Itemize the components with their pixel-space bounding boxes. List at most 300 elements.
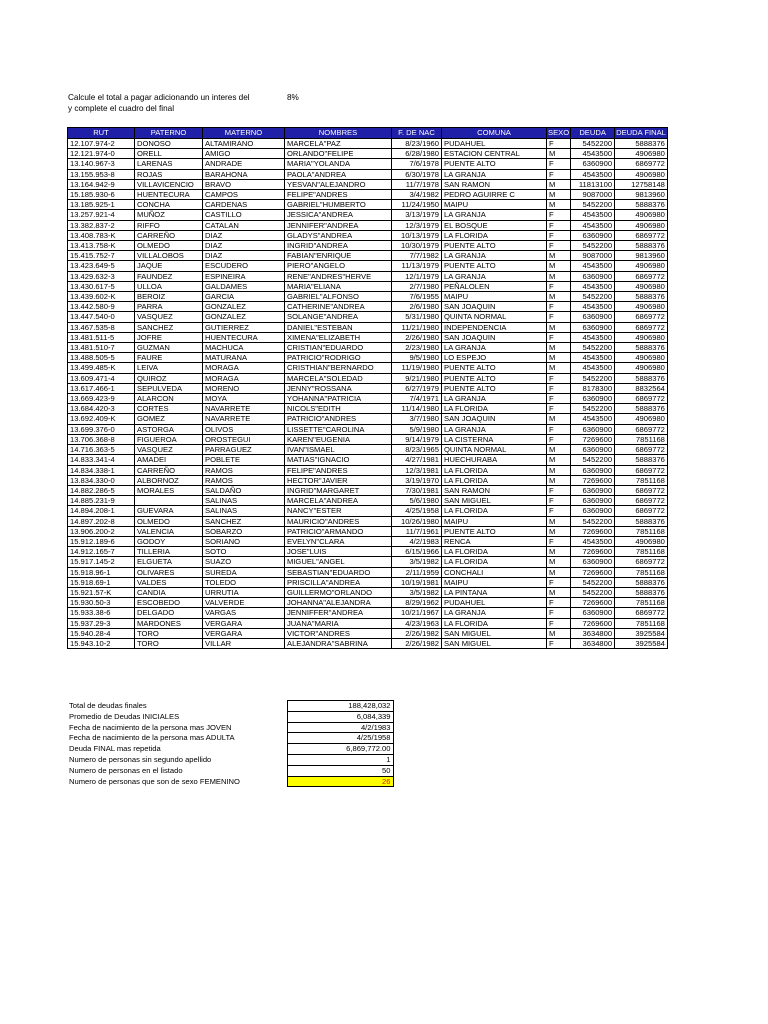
cell-sexo[interactable]: F (547, 281, 571, 291)
cell-sexo[interactable]: F (547, 577, 571, 587)
cell-paterno[interactable] (135, 496, 203, 506)
cell-deuda[interactable]: 6360900 (571, 159, 615, 169)
cell-rut[interactable]: 15.415.752-7 (68, 251, 135, 261)
cell-rut[interactable]: 13.906.200-2 (68, 526, 135, 536)
cell-materno[interactable]: CATALAN (203, 220, 285, 230)
cell-sexo[interactable]: F (547, 332, 571, 342)
cell-rut[interactable]: 13.429.632-3 (68, 271, 135, 281)
cell-rut[interactable]: 15.918.69-1 (68, 577, 135, 587)
cell-deuda-final[interactable]: 4906980 (615, 220, 668, 230)
cell-deuda-final[interactable]: 4906980 (615, 210, 668, 220)
cell-paterno[interactable]: PARRA (135, 302, 203, 312)
cell-rut[interactable]: 13.617.466-1 (68, 383, 135, 393)
cell-sexo[interactable]: M (547, 526, 571, 536)
cell-deuda-final[interactable]: 7851168 (615, 618, 668, 628)
cell-rut[interactable]: 15.933.38-6 (68, 608, 135, 618)
cell-paterno[interactable]: HUENTECURA (135, 190, 203, 200)
cell-sexo[interactable]: F (547, 608, 571, 618)
cell-materno[interactable]: SALINAS (203, 506, 285, 516)
cell-fecha-nac[interactable]: 6/28/1980 (392, 149, 442, 159)
cell-rut[interactable]: 13.692.409-K (68, 414, 135, 424)
cell-rut[interactable]: 13.481.510-7 (68, 343, 135, 353)
cell-paterno[interactable]: ALARCON (135, 394, 203, 404)
cell-materno[interactable]: ESPINEIRA (203, 271, 285, 281)
cell-sexo[interactable]: M (547, 261, 571, 271)
cell-rut[interactable]: 14.882.286-5 (68, 485, 135, 495)
cell-rut[interactable]: 13.834.330-0 (68, 475, 135, 485)
cell-nombres[interactable]: MARCELA"PAZ (285, 139, 392, 149)
cell-deuda-final[interactable]: 6869772 (615, 322, 668, 332)
cell-fecha-nac[interactable]: 2/11/1959 (392, 567, 442, 577)
cell-materno[interactable]: VARGAS (203, 608, 285, 618)
cell-rut[interactable]: 14.894.208-1 (68, 506, 135, 516)
cell-materno[interactable]: ALTAMIRANO (203, 139, 285, 149)
cell-comuna[interactable]: LA GRANJA (442, 251, 547, 261)
cell-deuda-final[interactable]: 4906980 (615, 302, 668, 312)
summary-value[interactable]: 50 (287, 765, 393, 776)
cell-rut[interactable]: 13.408.783-K (68, 230, 135, 240)
cell-materno[interactable]: GALDAMES (203, 281, 285, 291)
cell-comuna[interactable]: LA GRANJA (442, 424, 547, 434)
cell-comuna[interactable]: LA FLORIDA (442, 230, 547, 240)
cell-fecha-nac[interactable]: 8/29/1962 (392, 598, 442, 608)
cell-deuda-final[interactable]: 3925584 (615, 638, 668, 648)
cell-paterno[interactable]: OLMEDO (135, 516, 203, 526)
cell-paterno[interactable]: FIGUEROA (135, 434, 203, 444)
cell-fecha-nac[interactable]: 9/14/1979 (392, 434, 442, 444)
cell-deuda-final[interactable]: 6869772 (615, 485, 668, 495)
summary-value[interactable]: 6,084,339 (287, 711, 393, 722)
cell-nombres[interactable]: FABIAN"ENRIQUE (285, 251, 392, 261)
summary-value[interactable]: 26 (287, 776, 393, 787)
cell-deuda-final[interactable]: 5888376 (615, 404, 668, 414)
cell-fecha-nac[interactable]: 7/4/1971 (392, 394, 442, 404)
cell-deuda-final[interactable]: 6869772 (615, 230, 668, 240)
cell-paterno[interactable]: GUEVARA (135, 506, 203, 516)
cell-deuda[interactable]: 6360900 (571, 506, 615, 516)
cell-materno[interactable]: AMIGO (203, 149, 285, 159)
cell-deuda-final[interactable]: 4906980 (615, 353, 668, 363)
cell-paterno[interactable]: LARENAS (135, 159, 203, 169)
cell-rut[interactable]: 12.107.974-2 (68, 139, 135, 149)
cell-comuna[interactable]: QUINTA NORMAL (442, 312, 547, 322)
cell-materno[interactable]: SANCHEZ (203, 516, 285, 526)
cell-nombres[interactable]: SOLANGE"ANDREA (285, 312, 392, 322)
cell-deuda[interactable]: 6360900 (571, 496, 615, 506)
cell-rut[interactable]: 14.834.338-1 (68, 465, 135, 475)
cell-fecha-nac[interactable]: 4/2/1983 (392, 536, 442, 546)
cell-fecha-nac[interactable]: 2/26/1982 (392, 638, 442, 648)
cell-comuna[interactable]: LA FLORIDA (442, 547, 547, 557)
cell-paterno[interactable]: QUIROZ (135, 373, 203, 383)
cell-paterno[interactable]: ASTORGA (135, 424, 203, 434)
cell-sexo[interactable]: F (547, 506, 571, 516)
cell-rut[interactable]: 15.912.189-6 (68, 536, 135, 546)
cell-fecha-nac[interactable]: 10/19/1981 (392, 577, 442, 587)
cell-nombres[interactable]: LISSETTE"CAROLINA (285, 424, 392, 434)
cell-nombres[interactable]: EVELYN"CLARA (285, 536, 392, 546)
cell-rut[interactable]: 13.684.420-3 (68, 404, 135, 414)
cell-deuda-final[interactable]: 4906980 (615, 363, 668, 373)
cell-comuna[interactable]: LO ESPEJO (442, 353, 547, 363)
cell-deuda[interactable]: 5452200 (571, 343, 615, 353)
cell-deuda-final[interactable]: 6869772 (615, 312, 668, 322)
cell-nombres[interactable]: GABRIEL"ALFONSO (285, 292, 392, 302)
cell-deuda[interactable]: 6360900 (571, 445, 615, 455)
cell-fecha-nac[interactable]: 4/25/1958 (392, 506, 442, 516)
cell-deuda[interactable]: 9087000 (571, 251, 615, 261)
cell-sexo[interactable]: M (547, 414, 571, 424)
cell-sexo[interactable]: M (547, 465, 571, 475)
cell-sexo[interactable]: F (547, 220, 571, 230)
cell-deuda[interactable]: 3634800 (571, 638, 615, 648)
cell-sexo[interactable]: M (547, 557, 571, 567)
cell-deuda[interactable]: 7269600 (571, 475, 615, 485)
cell-comuna[interactable]: CONCHALI (442, 567, 547, 577)
cell-nombres[interactable]: IVAN"ISMAEL (285, 445, 392, 455)
cell-materno[interactable]: NAVARRETE (203, 414, 285, 424)
cell-deuda-final[interactable]: 9813960 (615, 251, 668, 261)
cell-fecha-nac[interactable]: 3/5/1982 (392, 557, 442, 567)
cell-comuna[interactable]: PUENTE ALTO (442, 526, 547, 536)
cell-comuna[interactable]: PEDRO AGUIRRE C (442, 190, 547, 200)
cell-fecha-nac[interactable]: 10/30/1979 (392, 241, 442, 251)
summary-value[interactable]: 188,428,032 (287, 701, 393, 712)
cell-nombres[interactable]: YOHANNA"PATRICIA (285, 394, 392, 404)
cell-materno[interactable]: URRUTIA (203, 587, 285, 597)
cell-paterno[interactable]: DONOSO (135, 139, 203, 149)
cell-rut[interactable]: 13.257.921-4 (68, 210, 135, 220)
cell-materno[interactable]: ANDRADE (203, 159, 285, 169)
cell-comuna[interactable]: MAIPU (442, 200, 547, 210)
cell-nombres[interactable]: MAURICIO"ANDRES (285, 516, 392, 526)
cell-nombres[interactable]: JENNIFFER"ANDREA (285, 608, 392, 618)
cell-fecha-nac[interactable]: 5/9/1980 (392, 424, 442, 434)
cell-materno[interactable]: POBLETE (203, 455, 285, 465)
cell-materno[interactable]: MORENO (203, 383, 285, 393)
cell-paterno[interactable]: VASQUEZ (135, 312, 203, 322)
cell-fecha-nac[interactable]: 12/1/1979 (392, 271, 442, 281)
cell-paterno[interactable]: MARDONES (135, 618, 203, 628)
cell-deuda-final[interactable]: 6869772 (615, 465, 668, 475)
cell-rut[interactable]: 14.833.341-4 (68, 455, 135, 465)
cell-deuda-final[interactable]: 4906980 (615, 414, 668, 424)
cell-nombres[interactable]: PATRICIO"ANDRES (285, 414, 392, 424)
cell-sexo[interactable]: F (547, 394, 571, 404)
cell-comuna[interactable]: LA FLORIDA (442, 506, 547, 516)
cell-sexo[interactable]: M (547, 343, 571, 353)
cell-fecha-nac[interactable]: 11/7/1961 (392, 526, 442, 536)
cell-nombres[interactable]: CATHERINE"ANDREA (285, 302, 392, 312)
cell-nombres[interactable]: NANCY"ESTER (285, 506, 392, 516)
cell-nombres[interactable]: GABRIEL"HUMBERTO (285, 200, 392, 210)
cell-materno[interactable]: MORAGA (203, 373, 285, 383)
cell-comuna[interactable]: PUDAHUEL (442, 598, 547, 608)
cell-materno[interactable]: GONZALEZ (203, 302, 285, 312)
cell-fecha-nac[interactable]: 11/14/1980 (392, 404, 442, 414)
cell-paterno[interactable]: TORO (135, 628, 203, 638)
cell-deuda-final[interactable]: 5888376 (615, 241, 668, 251)
cell-rut[interactable]: 13.706.368-8 (68, 434, 135, 444)
cell-comuna[interactable]: QUINTA NORMAL (442, 445, 547, 455)
cell-comuna[interactable]: LA GRANJA (442, 608, 547, 618)
cell-sexo[interactable]: M (547, 445, 571, 455)
cell-deuda[interactable]: 7269600 (571, 618, 615, 628)
cell-fecha-nac[interactable]: 7/30/1981 (392, 485, 442, 495)
cell-deuda-final[interactable]: 6869772 (615, 506, 668, 516)
cell-deuda-final[interactable]: 5888376 (615, 139, 668, 149)
cell-deuda-final[interactable]: 4906980 (615, 169, 668, 179)
cell-comuna[interactable]: SAN JOAQUIN (442, 414, 547, 424)
cell-deuda[interactable]: 4543500 (571, 332, 615, 342)
cell-materno[interactable]: GARCIA (203, 292, 285, 302)
cell-deuda-final[interactable]: 6869772 (615, 394, 668, 404)
cell-rut[interactable]: 13.439.602-K (68, 292, 135, 302)
cell-paterno[interactable]: GOMEZ (135, 414, 203, 424)
cell-paterno[interactable]: CANDIA (135, 587, 203, 597)
cell-nombres[interactable]: MARCELA"SOLEDAD (285, 373, 392, 383)
cell-paterno[interactable]: JOFRE (135, 332, 203, 342)
cell-rut[interactable]: 13.609.471-4 (68, 373, 135, 383)
cell-materno[interactable]: SUREDA (203, 567, 285, 577)
cell-rut[interactable]: 14.897.202-8 (68, 516, 135, 526)
cell-sexo[interactable]: F (547, 434, 571, 444)
cell-nombres[interactable]: XIMENA"ELIZABETH (285, 332, 392, 342)
cell-paterno[interactable]: VALDES (135, 577, 203, 587)
cell-fecha-nac[interactable]: 11/7/1978 (392, 179, 442, 189)
cell-nombres[interactable]: KAREN"EUGENIA (285, 434, 392, 444)
cell-paterno[interactable]: TORO (135, 638, 203, 648)
cell-comuna[interactable]: SAN RAMON (442, 485, 547, 495)
cell-materno[interactable]: OLIVOS (203, 424, 285, 434)
cell-nombres[interactable]: DANIEL"ESTEBAN (285, 322, 392, 332)
cell-deuda[interactable]: 7269600 (571, 434, 615, 444)
cell-nombres[interactable]: FELIPE"ANDRES (285, 465, 392, 475)
cell-deuda[interactable]: 5452200 (571, 404, 615, 414)
cell-materno[interactable]: RAMOS (203, 465, 285, 475)
cell-comuna[interactable]: PEÑALOLEN (442, 281, 547, 291)
cell-nombres[interactable]: PAOLA"ANDREA (285, 169, 392, 179)
cell-fecha-nac[interactable]: 2/6/1980 (392, 302, 442, 312)
cell-deuda[interactable]: 5452200 (571, 455, 615, 465)
cell-sexo[interactable]: M (547, 271, 571, 281)
cell-rut[interactable]: 13.442.580-9 (68, 302, 135, 312)
header-deuda-final[interactable]: DEUDA FINAL (616, 128, 666, 138)
cell-comuna[interactable]: MAIPU (442, 292, 547, 302)
cell-deuda-final[interactable]: 6869772 (615, 271, 668, 281)
cell-materno[interactable]: CAMPOS (203, 190, 285, 200)
cell-fecha-nac[interactable]: 3/13/1979 (392, 210, 442, 220)
interest-rate[interactable]: 8% (287, 93, 299, 102)
cell-deuda[interactable]: 6360900 (571, 394, 615, 404)
cell-sexo[interactable]: F (547, 312, 571, 322)
cell-deuda[interactable]: 3634800 (571, 628, 615, 638)
cell-deuda[interactable]: 7269600 (571, 526, 615, 536)
cell-fecha-nac[interactable]: 11/13/1979 (392, 261, 442, 271)
cell-materno[interactable]: NAVARRETE (203, 404, 285, 414)
cell-materno[interactable]: DIAZ (203, 241, 285, 251)
cell-rut[interactable]: 13.413.758-K (68, 241, 135, 251)
cell-nombres[interactable]: MARIA"YOLANDA (285, 159, 392, 169)
cell-materno[interactable]: SUAZO (203, 557, 285, 567)
cell-deuda[interactable]: 6360900 (571, 485, 615, 495)
cell-materno[interactable]: RAMOS (203, 475, 285, 485)
cell-deuda[interactable]: 5452200 (571, 139, 615, 149)
cell-sexo[interactable]: M (547, 190, 571, 200)
cell-comuna[interactable]: LA GRANJA (442, 210, 547, 220)
cell-paterno[interactable]: OLIVARES (135, 567, 203, 577)
cell-rut[interactable]: 13.499.485-K (68, 363, 135, 373)
cell-deuda-final[interactable]: 5888376 (615, 373, 668, 383)
cell-sexo[interactable]: F (547, 383, 571, 393)
cell-nombres[interactable]: SEBASTIAN"EDUARDO (285, 567, 392, 577)
cell-materno[interactable]: MATURANA (203, 353, 285, 363)
cell-materno[interactable]: DIAZ (203, 230, 285, 240)
cell-deuda[interactable]: 6360900 (571, 608, 615, 618)
cell-fecha-nac[interactable]: 6/27/1979 (392, 383, 442, 393)
cell-deuda[interactable]: 4543500 (571, 149, 615, 159)
cell-paterno[interactable]: JAQUE (135, 261, 203, 271)
cell-materno[interactable]: CASTILLO (203, 210, 285, 220)
cell-fecha-nac[interactable]: 12/3/1979 (392, 220, 442, 230)
cell-materno[interactable]: VALVERDE (203, 598, 285, 608)
cell-deuda[interactable]: 4543500 (571, 536, 615, 546)
cell-deuda-final[interactable]: 6869772 (615, 445, 668, 455)
cell-deuda-final[interactable]: 3925584 (615, 628, 668, 638)
cell-fecha-nac[interactable]: 12/3/1981 (392, 465, 442, 475)
cell-deuda-final[interactable]: 7851168 (615, 434, 668, 444)
cell-deuda-final[interactable]: 5888376 (615, 292, 668, 302)
cell-fecha-nac[interactable]: 7/6/1978 (392, 159, 442, 169)
cell-paterno[interactable]: ROJAS (135, 169, 203, 179)
cell-fecha-nac[interactable]: 2/23/1980 (392, 343, 442, 353)
cell-paterno[interactable]: CARREÑO (135, 465, 203, 475)
cell-paterno[interactable]: ORELL (135, 149, 203, 159)
cell-rut[interactable]: 13.669.423-9 (68, 394, 135, 404)
cell-rut[interactable]: 13.488.505-5 (68, 353, 135, 363)
cell-paterno[interactable]: MORALES (135, 485, 203, 495)
cell-comuna[interactable]: HUECHURABA (442, 455, 547, 465)
cell-comuna[interactable]: LA CISTERNA (442, 434, 547, 444)
cell-paterno[interactable]: CONCHA (135, 200, 203, 210)
header-materno[interactable]: MATERNO (203, 128, 285, 139)
cell-comuna[interactable]: LA GRANJA (442, 271, 547, 281)
cell-nombres[interactable]: CRISTIAN"EDUARDO (285, 343, 392, 353)
cell-sexo[interactable]: M (547, 200, 571, 210)
cell-materno[interactable]: BRAVO (203, 179, 285, 189)
cell-paterno[interactable]: VALENCIA (135, 526, 203, 536)
cell-comuna[interactable]: LA GRANJA (442, 169, 547, 179)
cell-paterno[interactable]: ELGUETA (135, 557, 203, 567)
cell-sexo[interactable]: F (547, 485, 571, 495)
cell-nombres[interactable]: RENE"ANDRES"HERVE (285, 271, 392, 281)
cell-paterno[interactable]: ALBORNOZ (135, 475, 203, 485)
cell-fecha-nac[interactable]: 7/7/1982 (392, 251, 442, 261)
cell-rut[interactable]: 13.164.942-9 (68, 179, 135, 189)
cell-rut[interactable]: 15.921.57-K (68, 587, 135, 597)
cell-materno[interactable]: SORIANO (203, 536, 285, 546)
cell-nombres[interactable]: HECTOR"JAVIER (285, 475, 392, 485)
cell-rut[interactable]: 14.885.231-9 (68, 496, 135, 506)
cell-fecha-nac[interactable]: 7/6/1955 (392, 292, 442, 302)
cell-comuna[interactable]: SAN MIGUEL (442, 638, 547, 648)
cell-comuna[interactable]: PUENTE ALTO (442, 373, 547, 383)
cell-materno[interactable]: VILLAR (203, 638, 285, 648)
cell-rut[interactable]: 13.430.617-5 (68, 281, 135, 291)
header-deuda[interactable]: DEUDA (571, 128, 615, 139)
cell-rut[interactable]: 15.930.50-3 (68, 598, 135, 608)
cell-deuda-final[interactable]: 8832564 (615, 383, 668, 393)
cell-materno[interactable]: VERGARA (203, 618, 285, 628)
cell-paterno[interactable]: FAURE (135, 353, 203, 363)
cell-materno[interactable]: TOLEDO (203, 577, 285, 587)
cell-fecha-nac[interactable]: 10/26/1980 (392, 516, 442, 526)
cell-fecha-nac[interactable]: 3/5/1982 (392, 587, 442, 597)
cell-nombres[interactable]: VICTOR"ANDRES (285, 628, 392, 638)
cell-fecha-nac[interactable]: 11/24/1950 (392, 200, 442, 210)
cell-deuda[interactable]: 6360900 (571, 424, 615, 434)
cell-nombres[interactable]: JENNIFER"ANDREA (285, 220, 392, 230)
cell-deuda[interactable]: 4543500 (571, 414, 615, 424)
cell-materno[interactable]: CARDENAS (203, 200, 285, 210)
cell-nombres[interactable]: YESVAN"ALEJANDRO (285, 179, 392, 189)
cell-deuda-final[interactable]: 7851168 (615, 598, 668, 608)
cell-fecha-nac[interactable]: 2/26/1980 (392, 332, 442, 342)
cell-deuda[interactable]: 4543500 (571, 363, 615, 373)
cell-deuda[interactable]: 5452200 (571, 373, 615, 383)
cell-deuda[interactable]: 5452200 (571, 577, 615, 587)
cell-deuda[interactable]: 6360900 (571, 271, 615, 281)
cell-deuda[interactable]: 6360900 (571, 230, 615, 240)
cell-deuda-final[interactable]: 5888376 (615, 516, 668, 526)
cell-sexo[interactable]: M (547, 567, 571, 577)
cell-rut[interactable]: 13.155.953-8 (68, 169, 135, 179)
cell-comuna[interactable]: SAN RAMON (442, 179, 547, 189)
cell-deuda[interactable]: 11813100 (571, 179, 615, 189)
cell-fecha-nac[interactable]: 8/23/1960 (392, 139, 442, 149)
cell-comuna[interactable]: SAN JOAQUIN (442, 302, 547, 312)
cell-deuda-final[interactable]: 6869772 (615, 557, 668, 567)
cell-paterno[interactable]: MUÑOZ (135, 210, 203, 220)
summary-value[interactable]: 4/2/1983 (287, 722, 393, 733)
cell-deuda-final[interactable]: 4906980 (615, 261, 668, 271)
cell-deuda[interactable]: 5452200 (571, 587, 615, 597)
cell-sexo[interactable]: M (547, 455, 571, 465)
cell-comuna[interactable]: LA FLORIDA (442, 618, 547, 628)
cell-rut[interactable]: 13.699.376-0 (68, 424, 135, 434)
cell-rut[interactable]: 13.447.540-0 (68, 312, 135, 322)
cell-sexo[interactable]: M (547, 547, 571, 557)
cell-deuda[interactable]: 4543500 (571, 302, 615, 312)
cell-sexo[interactable]: F (547, 536, 571, 546)
cell-deuda-final[interactable]: 7851168 (615, 547, 668, 557)
cell-deuda[interactable]: 4543500 (571, 261, 615, 271)
cell-fecha-nac[interactable]: 11/21/1980 (392, 322, 442, 332)
cell-paterno[interactable]: SEPULVEDA (135, 383, 203, 393)
cell-comuna[interactable]: PUDAHUEL (442, 139, 547, 149)
cell-deuda[interactable]: 4543500 (571, 281, 615, 291)
cell-nombres[interactable]: CRISTHIAN"BERNARDO (285, 363, 392, 373)
cell-comuna[interactable]: MAIPU (442, 516, 547, 526)
cell-deuda-final[interactable]: 5888376 (615, 577, 668, 587)
cell-deuda-final[interactable]: 4906980 (615, 332, 668, 342)
cell-nombres[interactable]: INGRID"MARGARET (285, 485, 392, 495)
cell-deuda-final[interactable]: 5888376 (615, 455, 668, 465)
cell-sexo[interactable]: F (547, 241, 571, 251)
cell-sexo[interactable]: M (547, 251, 571, 261)
cell-nombres[interactable]: JOSE"LUIS (285, 547, 392, 557)
header-paterno[interactable]: PATERNO (135, 128, 203, 139)
